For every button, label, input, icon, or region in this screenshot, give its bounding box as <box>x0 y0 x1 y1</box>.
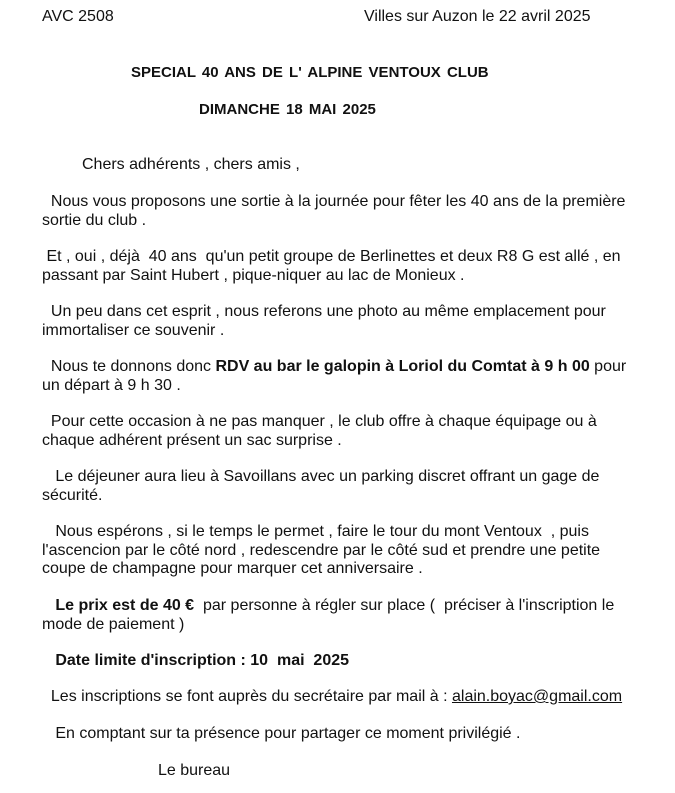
price-bold: Le prix est de 40 € <box>42 597 195 614</box>
document-reference: AVC 2508 <box>42 8 114 25</box>
meeting-location-bold: RDV au bar le galopin à Loriol du Comtat à 9 h 00 <box>215 358 590 375</box>
paragraph-registration <box>42 688 642 707</box>
paragraph-history: Et , oui , déjà 40 ans qu'un petit groupe de Berlinettes et deux R8 G est allé , en passant par Saint Hubert , pique-niquer au lac de Monieux . <box>42 248 625 284</box>
price-details: par personne à régler sur place ( préciser à l'inscription le mode de paiement ) <box>42 597 619 633</box>
meeting-intro-text: Nous te donnons donc <box>42 358 216 375</box>
document-title: SPECIAL 40 ANS DE L' ALPINE VENTOUX CLUB <box>131 64 489 81</box>
paragraph-intro: Nous vous proposons une sortie à la journée pour fêter les 40 ans de la première sortie du club . <box>42 193 630 229</box>
secretary-email-link[interactable]: alain.boyac@gmail.com <box>451 688 623 705</box>
paragraph-route: Nous espérons , si le temps le permet , faire le tour du mont Ventoux , puis l'ascencion par le côté nord , redescendre par le côté sud et prendre une petite coupe de champagne pour marquer cet anniversaire . <box>42 523 605 577</box>
paragraph-lunch: Le déjeuner aura lieu à Savoillans avec un parking discret offrant un gage de sécurité. <box>42 468 604 504</box>
meeting-departure-text: pour un départ à 9 h 30 . <box>42 358 631 394</box>
closing-sentence: En comptant sur ta présence pour partager ce moment privilégié . <box>42 725 521 742</box>
registration-deadline: Date limite d'inscription : 10 mai 2025 <box>42 652 350 669</box>
paragraph-price <box>42 597 642 634</box>
event-date-heading: DIMANCHE 18 MAI 2025 <box>199 101 376 118</box>
greeting: Chers adhérents , chers amis , <box>82 156 300 173</box>
registration-text: Les inscriptions se font auprès du secrétaire par mail à : <box>42 688 452 705</box>
paragraph-gift: Pour cette occasion à ne pas manquer , le club offre à chaque équipage ou à chaque adhérent présent un sac surprise . <box>42 413 602 449</box>
signature: Le bureau <box>158 762 231 779</box>
place-and-date: Villes sur Auzon le 22 avril 2025 <box>364 8 591 25</box>
paragraph-photo: Un peu dans cet esprit , nous referons une photo au même emplacement pour immortaliser ce souvenir . <box>42 303 611 339</box>
paragraph-meeting-point <box>42 358 642 395</box>
